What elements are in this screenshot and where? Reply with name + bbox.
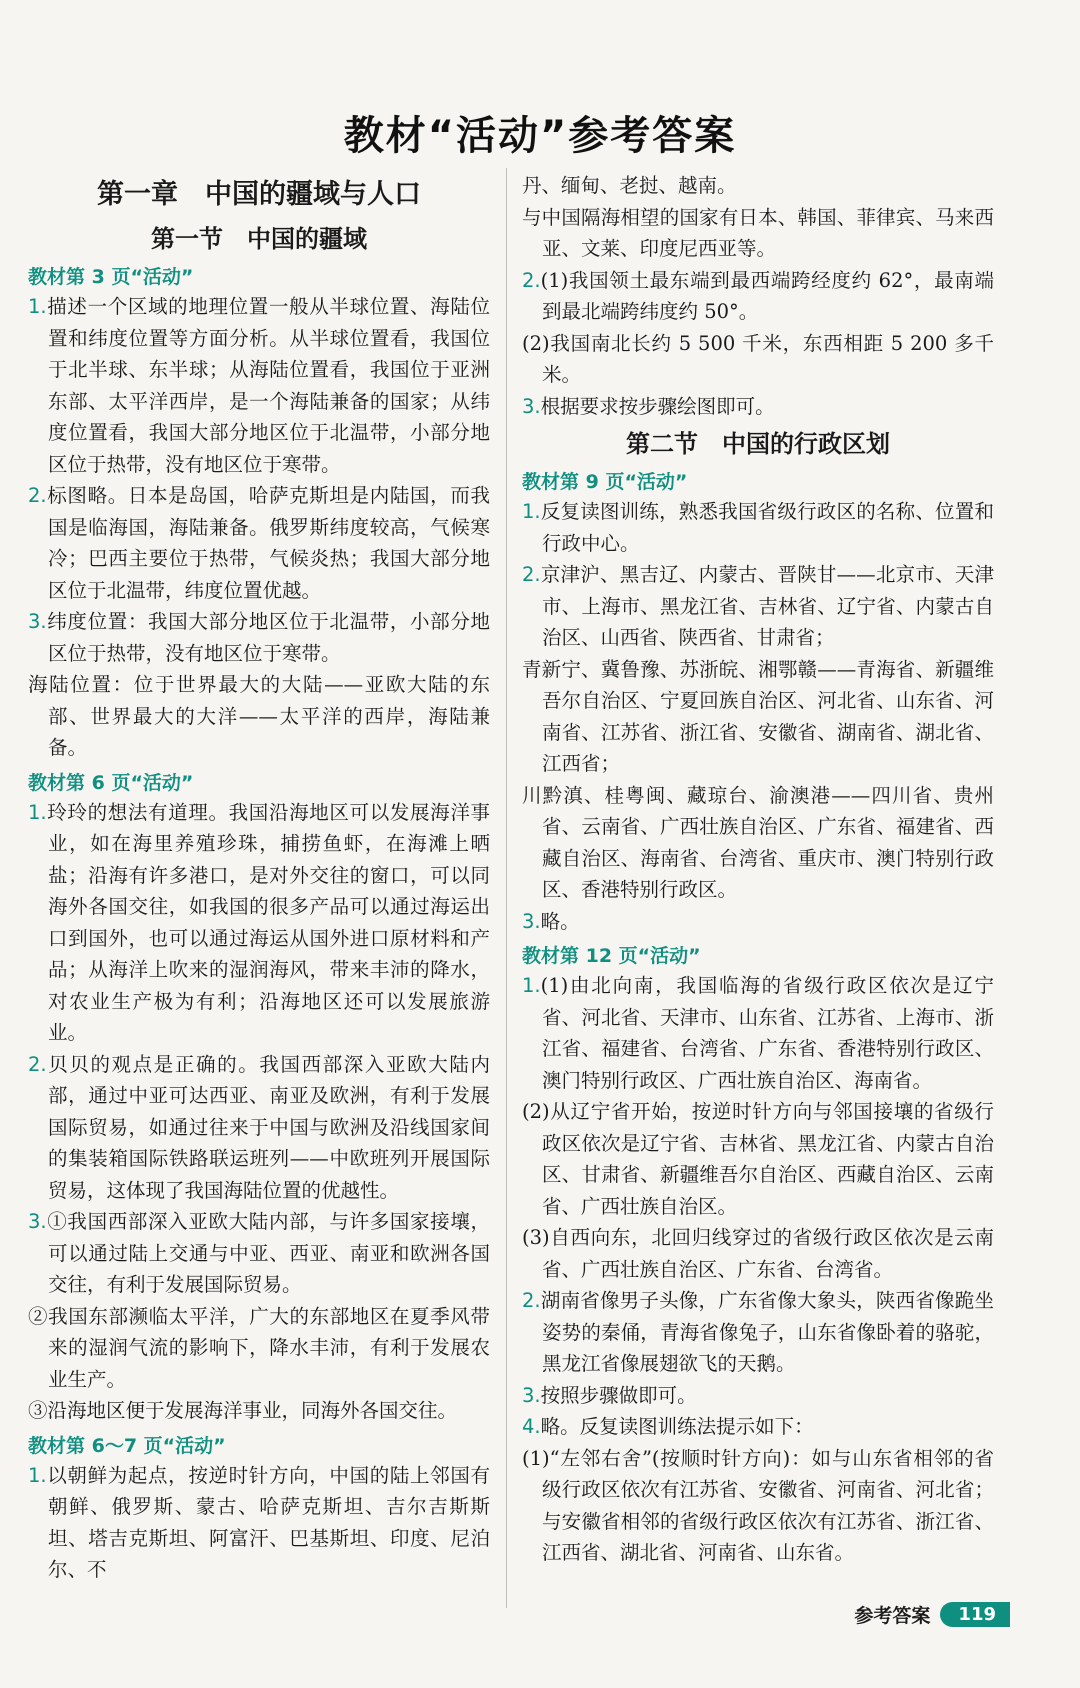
- answer-paragraph: [522, 559, 994, 654]
- answer-text: 根据要求按步骤绘图即可。: [540, 394, 775, 418]
- answer-text: 按照步骤做即可。: [540, 1383, 697, 1407]
- answer-paragraph: [28, 797, 490, 1049]
- textbook-page-heading: 教材第 3 页“活动”: [28, 266, 194, 288]
- answer-text: (2)从辽宁省开始，按逆时针方向与邻国接壤的省级行政区依次是辽宁省、吉林省、黑龙江省、内蒙古自治区、甘肃省、新疆维吾尔自治区、西藏自治区、云南省、广西壮族自治区。: [522, 1100, 994, 1218]
- answer-number: 4.: [522, 1415, 541, 1438]
- answer-paragraph: [522, 1096, 994, 1222]
- answer-text: 纬度位置：我国大部分地区位于北温带，小部分地区位于热带，没有地区位于寒带。: [46, 610, 490, 665]
- answer-number: 2.: [28, 1052, 47, 1076]
- answer-number: 1.: [522, 974, 541, 997]
- answer-paragraph: [522, 328, 994, 391]
- answer-paragraph: [28, 669, 490, 764]
- answer-number: 1.: [28, 1463, 47, 1487]
- answer-number: 2.: [522, 1289, 541, 1312]
- answer-number: 2.: [522, 563, 541, 586]
- left-answer-blocks: [28, 262, 490, 1586]
- answer-text: (1)由北向南，我国临海的省级行政区依次是辽宁省、河北省、天津市、山东省、江苏省、上海市、浙江省、福建省、台湾省、广东省、香港特别行政区、澳门特别行政区、广西壮族自治区、海南省。: [540, 974, 994, 1092]
- answer-text: 玲玲的想法有道理。我国沿海地区可以发展海洋事业，如在海里养殖珍珠，捕捞鱼虾，在海滩上晒盐；沿海有许多港口，是对外交往的窗口，可以同海外各国交往，如我国的很多产品可以通过海运出口到国外，也可以通过海运从国外进口原材料和产品；从海洋上吹来的湿润海风，带来丰沛的降水，对农业生产极为有利；沿海地区还可以发展旅游业。: [46, 800, 490, 1044]
- left-column: [28, 170, 490, 1586]
- answer-text: (3)自西向东，北回归线穿过的省级行政区依次是云南省、广西壮族自治区、广东省、台湾省。: [522, 1226, 994, 1281]
- answer-paragraph: [522, 1380, 994, 1412]
- answer-paragraph: [522, 654, 994, 780]
- answer-text: 贝贝的观点是正确的。我国西部深入亚欧大陆内部，通过中亚可达西亚、南亚及欧洲，有利于发展国际贸易，如通过往来于中国与欧洲及沿线国家间的集装箱国际铁路联运班列——中欧班列开展国际贸易，这体现了我国海陆位置的优越性。: [46, 1052, 490, 1202]
- answer-number: 3.: [522, 1383, 541, 1407]
- answer-paragraph: [28, 480, 490, 606]
- answer-text: 略。反复读图训练法提示如下：: [540, 1415, 814, 1438]
- answer-number: 2.: [522, 268, 541, 292]
- answer-paragraph: [28, 291, 490, 480]
- answer-text: ③沿海地区便于发展海洋事业，同海外各国交往。: [28, 1399, 458, 1422]
- answer-paragraph: [522, 496, 994, 559]
- right-column: [522, 170, 994, 1569]
- answer-text: 略。: [540, 909, 580, 933]
- answer-text: 川黔滇、桂粤闽、藏琼台、渝澳港——四川省、贵州省、云南省、广西壮族自治区、广东省、福建省、西藏自治区、海南省、台湾省、重庆市、澳门特别行政区、香港特别行政区。: [522, 783, 994, 901]
- answer-text: 湖南省像男子头像，广东省像大象头，陕西省像跪坐姿势的秦俑，青海省像兔子，山东省像卧着的骆驼，黑龙江省像展翅欲飞的天鹅。: [540, 1289, 994, 1375]
- page-number: 119: [940, 1602, 1010, 1627]
- answer-number: 3.: [522, 909, 541, 933]
- textbook-page-heading: 教材第 9 页“活动”: [522, 471, 688, 493]
- answer-paragraph: [28, 1206, 490, 1301]
- answer-paragraph: [28, 1049, 490, 1207]
- answer-text: (1)“左邻右舍”(按顺时针方向)：如与山东省相邻的省级行政区依次有江苏省、安徽省、河南省、河北省；与安徽省相邻的省级行政区依次有江苏省、浙江省、江西省、湖北省、河南省、山东省。: [522, 1446, 994, 1564]
- answer-number: 3.: [522, 394, 541, 418]
- answer-number: 2.: [28, 484, 47, 507]
- answer-number: 3.: [28, 1210, 47, 1233]
- answer-number: 1.: [28, 800, 47, 824]
- textbook-page-heading: 教材第 6～7 页“活动”: [28, 1434, 226, 1457]
- answer-number: 1.: [28, 295, 47, 318]
- answer-paragraph: [522, 265, 994, 328]
- answer-text: 青新宁、冀鲁豫、苏浙皖、湘鄂赣——青海省、新疆维吾尔自治区、宁夏回族自治区、河北省、山东省、河南省、江苏省、浙江省、安徽省、湖南省、湖北省、江西省；: [522, 657, 994, 775]
- column-divider: [506, 168, 507, 1608]
- answer-paragraph: [28, 606, 490, 669]
- answer-paragraph: [522, 780, 994, 906]
- answer-text: 与中国隔海相望的国家有日本、韩国、菲律宾、马来西亚、文莱、印度尼西亚等。: [522, 205, 994, 260]
- answer-text: 海陆位置：位于世界最大的大陆——亚欧大陆的东部、世界最大的大洋——太平洋的西岸，海陆兼备。: [28, 673, 490, 759]
- page-title: 教材“活动”参考答案: [343, 113, 737, 159]
- answer-paragraph: [522, 170, 994, 202]
- answer-text: (2)我国南北长约 5 500 千米，东西相距 5 200 多千米。: [522, 331, 994, 386]
- answer-text: ②我国东部濒临太平洋，广大的东部地区在夏季风带来的湿润气流的影响下，降水丰沛，有利于发展农业生产。: [28, 1304, 490, 1391]
- answer-paragraph: [522, 391, 994, 423]
- answer-number: 3.: [28, 610, 47, 633]
- answer-text: 描述一个区域的地理位置一般从半球位置、海陆位置和纬度位置等方面分析。从半球位置看，我国位于北半球、东半球；从海陆位置看，我国位于亚洲东部、太平洋西岸，是一个海陆兼备的国家；从纬度位置看，我国大部分地区位于北温带，小部分地区位于热带，没有地区位于寒带。: [46, 295, 490, 476]
- answer-paragraph: [522, 1285, 994, 1380]
- footer: [854, 1601, 1010, 1628]
- answer-paragraph: [522, 906, 994, 938]
- section-title-2: 第二节 中国的行政区划: [626, 430, 890, 458]
- textbook-page-heading: 教材第 6 页“活动”: [28, 771, 194, 794]
- answer-text: 以朝鲜为起点，按逆时针方向，中国的陆上邻国有朝鲜、俄罗斯、蒙古、哈萨克斯坦、吉尔吉斯斯坦、塔吉克斯坦、阿富汗、巴基斯坦、印度、尼泊尔、不: [46, 1463, 490, 1581]
- chapter-title: 第一章 中国的疆域与人口: [97, 179, 421, 210]
- section-title-1: 第一节 中国的疆域: [151, 225, 367, 253]
- answer-paragraph: [28, 1301, 490, 1396]
- answer-paragraph: [522, 970, 994, 1096]
- footer-label: 参考答案: [854, 1605, 931, 1627]
- answer-text: 标图略。日本是岛国，哈萨克斯坦是内陆国，而我国是临海国，海陆兼备。俄罗斯纬度较高，气候寒冷；巴西主要位于热带，气候炎热；我国大部分地区位于北温带，纬度位置优越。: [46, 484, 490, 602]
- textbook-page-heading: 教材第 12 页“活动”: [522, 945, 701, 967]
- answer-paragraph: [28, 1460, 490, 1586]
- answer-paragraph: [522, 1411, 994, 1443]
- answer-text: 丹、缅甸、老挝、越南。: [522, 174, 737, 197]
- right-answer-blocks: [522, 467, 994, 1569]
- answer-paragraph: [28, 1395, 490, 1427]
- answer-paragraph: [522, 1222, 994, 1285]
- right-intro-paras: [522, 170, 994, 422]
- answer-paragraph: [522, 202, 994, 265]
- answer-text: ①我国西部深入亚欧大陆内部，与许多国家接壤，可以通过陆上交通与中亚、西亚、南亚和欧洲各国交往，有利于发展国际贸易。: [46, 1210, 490, 1296]
- answer-text: 京津沪、黑吉辽、内蒙古、晋陕甘——北京市、天津市、上海市、黑龙江省、吉林省、辽宁省、内蒙古自治区、山西省、陕西省、甘肃省；: [540, 563, 994, 649]
- answer-number: 1.: [522, 500, 541, 523]
- answer-text: (1)我国领土最东端到最西端跨经度约 62°，最南端到最北端跨纬度约 50°。: [540, 268, 994, 323]
- answer-paragraph: [522, 1443, 994, 1569]
- answer-text: 反复读图训练，熟悉我国省级行政区的名称、位置和行政中心。: [540, 500, 994, 555]
